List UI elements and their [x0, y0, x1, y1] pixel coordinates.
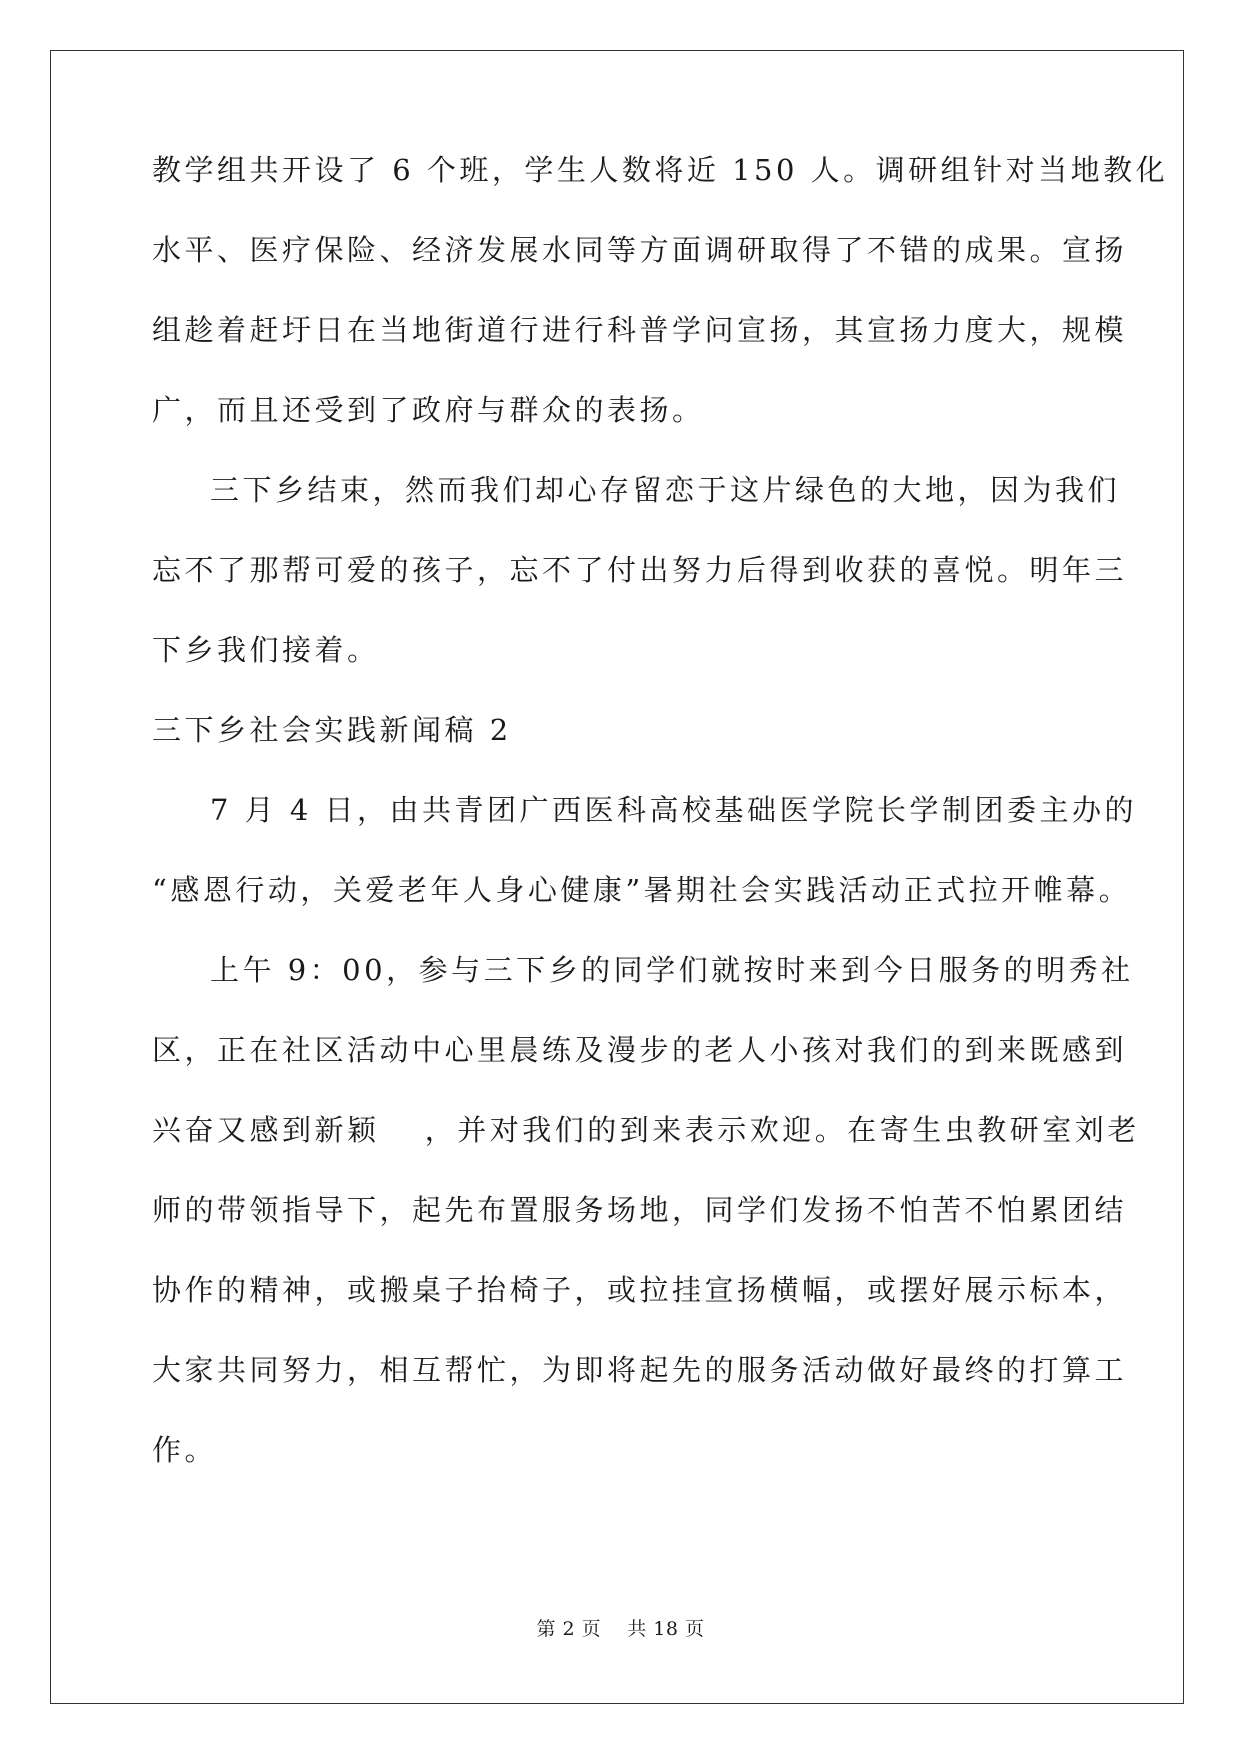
paragraph-first-line: 7 月 4 日，由共青团广西医科高校基础医学院长学制团委主办的 — [210, 793, 1138, 827]
body-line: 作。 — [152, 1433, 218, 1467]
body-line: 组趁着赶圩日在当地街道行进行科普学问宣扬，其宣扬力度大，规模 — [152, 313, 1128, 347]
body-line: 师的带领指导下，起先布置服务场地，同学们发扬不怕苦不怕累团结 — [152, 1193, 1128, 1227]
body-line: 区，正在社区活动中心里晨练及漫步的老人小孩对我们的到来既感到 — [152, 1033, 1128, 1067]
body-line: 兴奋又感到新颖 ，并对我们的到来表示欢迎。在寄生虫教研室刘老 — [152, 1113, 1140, 1147]
body-line: 广，而且还受到了政府与群众的表扬。 — [152, 393, 705, 427]
body-line: 大家共同努力，相互帮忙，为即将起先的服务活动做好最终的打算工 — [152, 1353, 1128, 1387]
paragraph-first-line: 上午 9：00，参与三下乡的同学们就按时来到今日服务的明秀社 — [210, 953, 1134, 987]
paragraph-first-line: 三下乡结束，然而我们却心存留恋于这片绿色的大地，因为我们 — [210, 473, 1121, 507]
page-number-footer: 第 2 页 共 18 页 — [536, 1618, 705, 1640]
body-line: 协作的精神，或搬桌子抬椅子，或拉挂宣扬横幅，或摆好展示标本， — [152, 1273, 1128, 1307]
body-line: “感恩行动，关爱老年人身心健康”暑期社会实践活动正式拉开帷幕。 — [152, 873, 1132, 907]
section-heading: 三下乡社会实践新闻稿 2 — [152, 713, 512, 747]
body-line: 水平、医疗保险、经济发展水同等方面调研取得了不错的成果。宣扬 — [152, 233, 1128, 267]
body-line: 忘不了那帮可爱的孩子，忘不了付出努力后得到收获的喜悦。明年三 — [152, 553, 1128, 587]
body-line: 教学组共开设了 6 个班，学生人数将近 150 人。调研组针对当地教化 — [152, 153, 1169, 187]
body-line: 下乡我们接着。 — [152, 633, 380, 667]
